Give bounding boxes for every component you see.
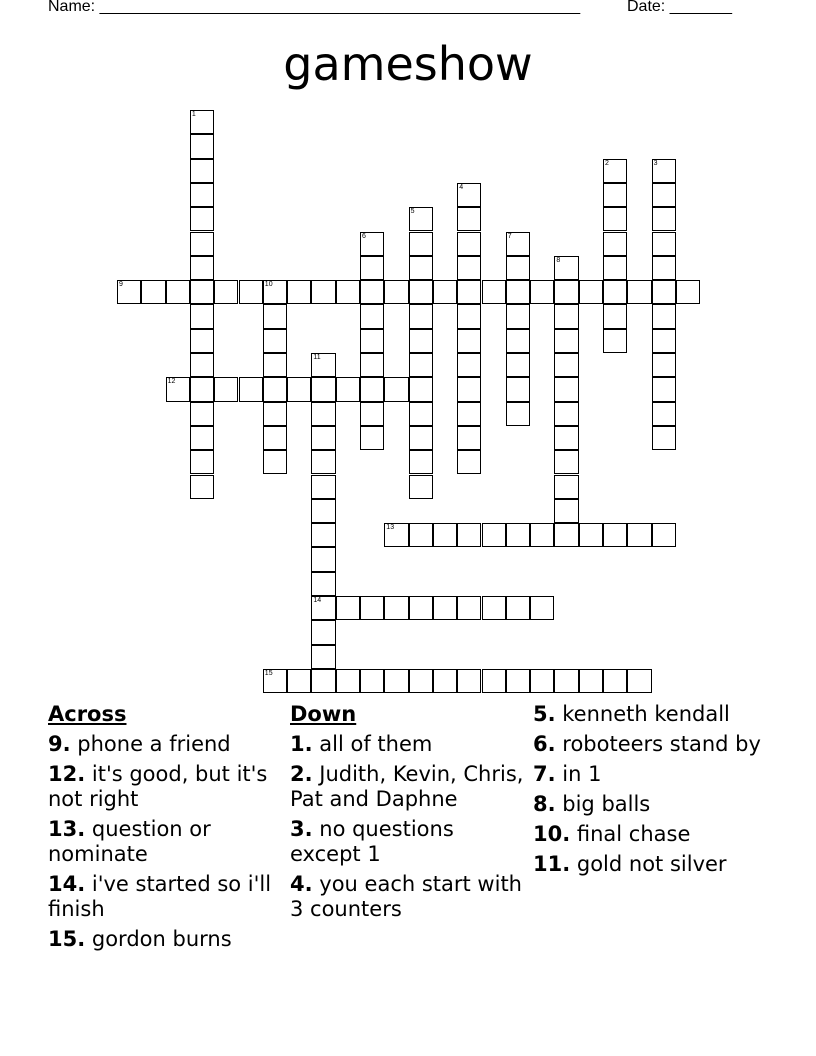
grid-cell[interactable]: [384, 377, 408, 401]
grid-cell[interactable]: [652, 232, 676, 256]
grid-cell[interactable]: [190, 207, 214, 231]
grid-cell[interactable]: [360, 426, 384, 450]
grid-cell[interactable]: [506, 353, 530, 377]
grid-cell[interactable]: [384, 669, 408, 693]
grid-cell[interactable]: [409, 232, 433, 256]
grid-cell[interactable]: [311, 377, 335, 401]
grid-cell[interactable]: [603, 256, 627, 280]
grid-cell[interactable]: [506, 232, 530, 256]
grid-cell[interactable]: [652, 256, 676, 280]
grid-cell[interactable]: [360, 280, 384, 304]
clue-item-number: 3.: [290, 817, 313, 841]
clue-item-text: it's good, but it's not right: [48, 762, 268, 811]
clue-number: 11: [313, 354, 321, 361]
clue-item-number: 1.: [290, 732, 313, 756]
date-field-label: Date: _______: [627, 0, 732, 15]
grid-cell[interactable]: [482, 669, 506, 693]
grid-cell[interactable]: [506, 669, 530, 693]
grid-cell[interactable]: [603, 669, 627, 693]
clue-item-number: 9.: [48, 732, 71, 756]
clue-number: 15: [264, 669, 273, 677]
grid-cell[interactable]: [311, 402, 335, 426]
grid-cell[interactable]: [457, 183, 481, 207]
down-clues-continued: [533, 702, 768, 882]
clue-number: 8: [556, 256, 561, 264]
grid-cell[interactable]: [190, 159, 214, 183]
clue-number: 12: [167, 378, 176, 386]
grid-cell[interactable]: [263, 353, 287, 377]
grid-cell[interactable]: [263, 669, 287, 693]
grid-cell[interactable]: [652, 426, 676, 450]
clue-item: [533, 732, 768, 757]
grid-cell[interactable]: [457, 426, 481, 450]
grid-cell[interactable]: [336, 280, 360, 304]
grid-cell[interactable]: [311, 523, 335, 547]
grid-cell[interactable]: [409, 329, 433, 353]
grid-cell[interactable]: [409, 669, 433, 693]
grid-cell[interactable]: [263, 377, 287, 401]
clue-item: [48, 732, 273, 757]
grid-cell[interactable]: [506, 596, 530, 620]
grid-cell[interactable]: [190, 450, 214, 474]
grid-cell[interactable]: [360, 353, 384, 377]
grid-cell[interactable]: [482, 280, 506, 304]
grid-cell[interactable]: [457, 377, 481, 401]
clue-item-text: question or nominate: [48, 817, 211, 866]
clue-item-number: 10.: [533, 822, 571, 846]
grid-cell[interactable]: [457, 232, 481, 256]
grid-cell[interactable]: [409, 402, 433, 426]
clue-item-number: 14.: [48, 872, 86, 896]
grid-cell[interactable]: [311, 547, 335, 571]
grid-cell[interactable]: [627, 669, 651, 693]
grid-cell[interactable]: [554, 499, 578, 523]
grid-cell[interactable]: [190, 377, 214, 401]
clue-item-text: gold not silver: [570, 852, 727, 876]
grid-cell[interactable]: [603, 523, 627, 547]
grid-cell[interactable]: [287, 280, 311, 304]
grid-cell[interactable]: [239, 280, 263, 304]
grid-cell[interactable]: [603, 280, 627, 304]
clue-item-text: gordon burns: [85, 927, 232, 951]
grid-cell[interactable]: [409, 280, 433, 304]
clue-number: 4: [459, 183, 464, 191]
clue-item-text: all of them: [312, 732, 433, 756]
grid-cell[interactable]: [190, 426, 214, 450]
grid-cell[interactable]: [263, 402, 287, 426]
grid-cell[interactable]: [190, 304, 214, 328]
grid-cell[interactable]: [190, 280, 214, 304]
clue-item-number: 8.: [533, 792, 556, 816]
grid-cell[interactable]: [457, 256, 481, 280]
grid-cell[interactable]: [652, 304, 676, 328]
grid-cell[interactable]: [433, 523, 457, 547]
clue-item-text: Judith, Kevin, Chris, Pat and Daphne: [290, 762, 524, 811]
grid-cell[interactable]: [627, 523, 651, 547]
grid-cell[interactable]: [457, 304, 481, 328]
grid-cell[interactable]: [287, 669, 311, 693]
clue-number: 14: [313, 597, 322, 604]
grid-cell[interactable]: [579, 523, 603, 547]
grid-cell[interactable]: [652, 280, 676, 304]
clue-item-text: big balls: [555, 792, 651, 816]
clue-item: [48, 927, 273, 952]
grid-cell[interactable]: [457, 280, 481, 304]
grid-cell[interactable]: [652, 159, 676, 183]
grid-cell[interactable]: [384, 280, 408, 304]
grid-cell[interactable]: [603, 304, 627, 328]
clue-number: 2: [605, 159, 609, 167]
across-heading: Across: [48, 702, 127, 726]
grid-cell[interactable]: [652, 329, 676, 353]
grid-cell[interactable]: [214, 377, 238, 401]
clue-item: [48, 817, 273, 867]
grid-cell[interactable]: [311, 353, 335, 377]
grid-cell[interactable]: [409, 523, 433, 547]
grid-cell[interactable]: [190, 402, 214, 426]
grid-cell[interactable]: [652, 377, 676, 401]
grid-cell[interactable]: [457, 523, 481, 547]
grid-cell[interactable]: [336, 669, 360, 693]
grid-cell[interactable]: [482, 596, 506, 620]
grid-cell[interactable]: [579, 669, 603, 693]
grid-cell[interactable]: [409, 475, 433, 499]
grid-cell[interactable]: [311, 280, 335, 304]
grid-cell[interactable]: [506, 256, 530, 280]
clue-item-number: 12.: [48, 762, 86, 786]
grid-cell[interactable]: [190, 110, 214, 134]
clue-item-text: roboteers stand by: [555, 732, 761, 756]
grid-cell[interactable]: [409, 426, 433, 450]
puzzle-title: gameshow: [283, 37, 533, 91]
grid-cell[interactable]: [506, 402, 530, 426]
grid-cell[interactable]: [603, 232, 627, 256]
clue-item: [533, 702, 768, 727]
grid-cell[interactable]: [554, 475, 578, 499]
clue-number: 7: [507, 232, 512, 240]
clue-item: [48, 762, 273, 812]
clue-item: [533, 822, 768, 847]
clue-item: [290, 817, 525, 867]
grid-cell[interactable]: [287, 377, 311, 401]
grid-cell[interactable]: [652, 353, 676, 377]
grid-cell[interactable]: [409, 377, 433, 401]
grid-cell[interactable]: [263, 329, 287, 353]
grid-cell[interactable]: [554, 523, 578, 547]
down-clues: [290, 702, 525, 927]
grid-cell[interactable]: [433, 280, 457, 304]
grid-cell[interactable]: [166, 280, 190, 304]
grid-cell[interactable]: [433, 669, 457, 693]
grid-cell[interactable]: [457, 329, 481, 353]
clue-item-number: 4.: [290, 872, 313, 896]
clue-item-number: 6.: [533, 732, 556, 756]
clue-item-text: no questions except 1: [290, 817, 454, 866]
grid-cell[interactable]: [263, 450, 287, 474]
grid-cell[interactable]: [360, 669, 384, 693]
grid-cell[interactable]: [190, 232, 214, 256]
grid-cell[interactable]: [311, 669, 335, 693]
grid-cell[interactable]: [166, 377, 190, 401]
clue-item-text: phone a friend: [70, 732, 231, 756]
clue-item: [533, 762, 768, 787]
grid-cell[interactable]: [190, 475, 214, 499]
grid-cell[interactable]: [311, 475, 335, 499]
grid-cell[interactable]: [311, 426, 335, 450]
grid-cell[interactable]: [603, 329, 627, 353]
grid-cell[interactable]: [652, 402, 676, 426]
grid-cell[interactable]: [263, 426, 287, 450]
grid-cell[interactable]: [506, 377, 530, 401]
grid-cell[interactable]: [311, 596, 335, 620]
grid-cell[interactable]: [554, 353, 578, 377]
clue-item: [533, 792, 768, 817]
clue-item-number: 7.: [533, 762, 556, 786]
clue-item-number: 5.: [533, 702, 556, 726]
grid-cell[interactable]: [554, 426, 578, 450]
grid-cell[interactable]: [554, 450, 578, 474]
clue-item-number: 2.: [290, 762, 313, 786]
grid-cell[interactable]: [360, 304, 384, 328]
grid-cell[interactable]: [409, 256, 433, 280]
clue-item-number: 15.: [48, 927, 86, 951]
clue-item: [533, 852, 768, 877]
grid-cell[interactable]: [190, 256, 214, 280]
clue-item-text: in 1: [555, 762, 602, 786]
grid-cell[interactable]: [554, 304, 578, 328]
grid-cell[interactable]: [239, 377, 263, 401]
across-clue-list: [48, 732, 273, 952]
grid-cell[interactable]: [360, 402, 384, 426]
grid-cell[interactable]: [530, 669, 554, 693]
clue-number: 5: [410, 208, 415, 216]
grid-cell[interactable]: [433, 596, 457, 620]
grid-cell[interactable]: [482, 523, 506, 547]
grid-cell[interactable]: [579, 280, 603, 304]
grid-cell[interactable]: [360, 232, 384, 256]
grid-cell[interactable]: [263, 304, 287, 328]
down-heading: Down: [290, 702, 357, 726]
down-clue-list-continued: [533, 702, 768, 877]
grid-cell[interactable]: [360, 329, 384, 353]
grid-cell[interactable]: [652, 207, 676, 231]
grid-cell[interactable]: [141, 280, 165, 304]
grid-cell[interactable]: [457, 207, 481, 231]
clue-item: [290, 872, 525, 922]
grid-cell[interactable]: [530, 523, 554, 547]
clue-item: [290, 732, 525, 757]
grid-cell[interactable]: [311, 572, 335, 596]
clue-number: 6: [362, 232, 366, 240]
grid-cell[interactable]: [190, 353, 214, 377]
grid-cell[interactable]: [457, 402, 481, 426]
grid-cell[interactable]: [360, 256, 384, 280]
down-clue-list: [290, 732, 525, 922]
grid-cell[interactable]: [554, 329, 578, 353]
grid-cell[interactable]: [311, 645, 335, 669]
grid-cell[interactable]: [190, 329, 214, 353]
grid-cell[interactable]: [336, 377, 360, 401]
grid-cell[interactable]: [360, 596, 384, 620]
clue-item-number: 13.: [48, 817, 86, 841]
grid-cell[interactable]: [554, 402, 578, 426]
grid-cell[interactable]: [506, 523, 530, 547]
grid-cell[interactable]: [554, 256, 578, 280]
grid-cell[interactable]: [530, 596, 554, 620]
clue-number: 3: [653, 159, 658, 167]
clue-number: 10: [264, 281, 273, 289]
clue-item-text: kenneth kendall: [555, 702, 730, 726]
clue-item: [290, 762, 525, 812]
grid-cell[interactable]: [409, 304, 433, 328]
grid-cell[interactable]: [409, 207, 433, 231]
grid-cell[interactable]: [506, 304, 530, 328]
grid-cell[interactable]: [506, 280, 530, 304]
grid-cell[interactable]: [554, 377, 578, 401]
grid-cell[interactable]: [409, 596, 433, 620]
clue-number: 9: [119, 281, 123, 289]
clue-number: 13: [386, 524, 395, 532]
grid-cell[interactable]: [409, 353, 433, 377]
grid-cell[interactable]: [676, 280, 700, 304]
grid-cell[interactable]: [457, 596, 481, 620]
grid-cell[interactable]: [384, 596, 408, 620]
grid-cell[interactable]: [190, 134, 214, 158]
clue-item-text: you each start with 3 counters: [290, 872, 522, 921]
grid-cell[interactable]: [603, 159, 627, 183]
clue-item-number: 11.: [533, 852, 571, 876]
name-field-label: Name: ______________________________________________________: [48, 0, 581, 15]
grid-cell[interactable]: [336, 596, 360, 620]
grid-cell[interactable]: [554, 280, 578, 304]
grid-cell[interactable]: [263, 280, 287, 304]
grid-cell[interactable]: [457, 450, 481, 474]
grid-cell[interactable]: [384, 523, 408, 547]
grid-cell[interactable]: [190, 183, 214, 207]
grid-cell[interactable]: [360, 377, 384, 401]
clue-number: 1: [191, 111, 196, 118]
grid-cell[interactable]: [311, 450, 335, 474]
grid-cell[interactable]: [554, 669, 578, 693]
grid-cell[interactable]: [506, 329, 530, 353]
grid-cell[interactable]: [409, 450, 433, 474]
clue-item: [48, 872, 273, 922]
grid-cell[interactable]: [311, 620, 335, 644]
across-clues: [48, 702, 273, 957]
grid-cell[interactable]: [652, 523, 676, 547]
grid-cell[interactable]: [627, 280, 651, 304]
grid-cell[interactable]: [117, 280, 141, 304]
grid-cell[interactable]: [603, 207, 627, 231]
clue-item-text: i've started so i'll finish: [48, 872, 272, 921]
clue-item-text: final chase: [570, 822, 691, 846]
grid-cell[interactable]: [457, 353, 481, 377]
grid-cell[interactable]: [652, 183, 676, 207]
grid-cell[interactable]: [603, 183, 627, 207]
grid-cell[interactable]: [311, 499, 335, 523]
grid-cell[interactable]: [530, 280, 554, 304]
grid-cell[interactable]: [457, 669, 481, 693]
grid-cell[interactable]: [214, 280, 238, 304]
